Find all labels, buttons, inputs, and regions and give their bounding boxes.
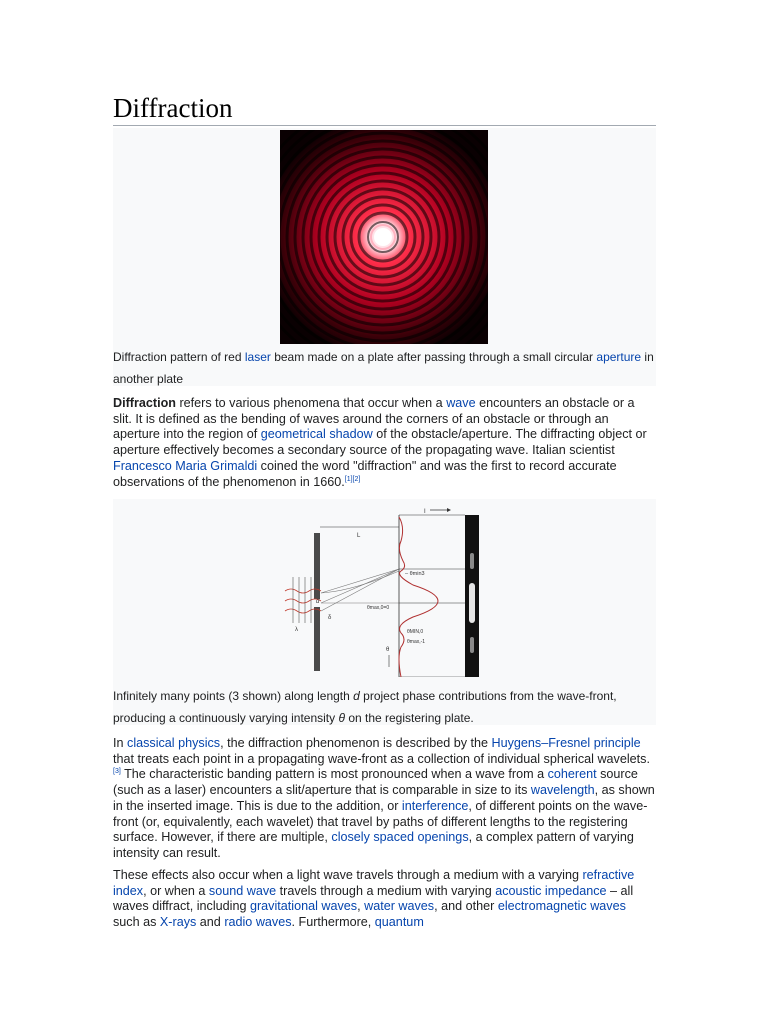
- caption-text: project phase contributions from the wave-front, producing a continuously varying intensity: [113, 689, 617, 725]
- link-huygens-fresnel-principle[interactable]: Huygens–Fresnel principle: [491, 736, 641, 750]
- wave-types-paragraph: [113, 868, 656, 931]
- text: The characteristic banding pattern is most pronounced when a wave from a: [120, 767, 548, 782]
- text: travels through a medium with varying: [276, 883, 496, 898]
- label-length: L: [357, 533, 361, 539]
- text: such as: [113, 915, 160, 930]
- text: , and other: [434, 899, 498, 914]
- link-closely-spaced-openings[interactable]: closely spaced openings: [331, 830, 469, 845]
- link-interference[interactable]: interference: [401, 798, 469, 813]
- text: , as shown in the inserted image. This is due to the addition, or: [113, 783, 655, 813]
- text: coined the word "diffraction" and was the first to record accurate observations of the phenomenon in 1660.: [113, 458, 617, 489]
- reference-1-2[interactable]: [1][2]: [344, 475, 361, 483]
- label-theta-min3: – θmin3: [405, 571, 425, 577]
- slit-wall-bottom: [314, 607, 320, 671]
- label-delta: δ: [328, 615, 332, 621]
- term-diffraction: Diffraction: [113, 396, 176, 410]
- link-wave[interactable]: wave: [446, 396, 476, 410]
- caption-text: on the registering plate.: [344, 711, 474, 725]
- caption-variable: d: [353, 689, 360, 703]
- link-refractive-index[interactable]: refractive index: [113, 868, 635, 898]
- label-theta: θ: [386, 647, 390, 653]
- link-water-waves[interactable]: water waves: [364, 899, 435, 914]
- link-x-rays[interactable]: X-rays: [159, 915, 197, 930]
- huygens-diagram-image[interactable]: [283, 507, 485, 677]
- label-d: d: [316, 599, 320, 605]
- link-classical-physics[interactable]: classical physics: [127, 736, 221, 750]
- caption-text: Diffraction pattern of red: [113, 350, 245, 364]
- link-radio-waves[interactable]: radio waves: [224, 915, 292, 930]
- link-laser[interactable]: laser: [244, 350, 271, 364]
- text: source (such as a laser) encounters a slit/aperture that is comparable in size to its: [113, 767, 638, 798]
- caption-variable: θ: [338, 711, 345, 725]
- figure1-caption: [113, 346, 656, 390]
- figure-huygens-diagram: [113, 499, 656, 725]
- text: – all waves diffract, including: [113, 883, 634, 914]
- link-francesco-maria-grimaldi[interactable]: Francesco Maria Grimaldi: [113, 458, 258, 473]
- page-title: Diffraction: [113, 93, 233, 123]
- classical-physics-paragraph: [113, 736, 656, 862]
- text: . Furthermore,: [291, 915, 375, 930]
- intro-paragraph: [113, 396, 656, 490]
- title-divider: [113, 125, 656, 126]
- caption-text: in another plate: [113, 350, 654, 386]
- text: encounters an obstacle or a slit. It is defined as the bending of waves around the corners of an obstacle or through an aperture into the region of: [113, 396, 635, 442]
- text: , of different points on the wave-front (or, equivalently, each wavelet) that travel by paths of different lengths to the registering surface. However, if there are multiple,: [113, 798, 648, 845]
- text: , or when a: [143, 883, 209, 898]
- link-gravitational-waves[interactable]: gravitational waves: [249, 899, 358, 914]
- link-geometrical-shadow[interactable]: geometrical shadow: [260, 427, 373, 442]
- text: refers to various phenomena that occur when a: [175, 396, 447, 410]
- label-intensity: I: [424, 509, 426, 515]
- link-coherent[interactable]: coherent: [547, 767, 597, 782]
- text: and: [196, 915, 225, 930]
- link-wavelength[interactable]: wavelength: [530, 783, 595, 798]
- link-aperture[interactable]: aperture: [596, 350, 642, 364]
- caption-text: Infinitely many points (3 shown) along length: [113, 689, 354, 703]
- link-quantum[interactable]: quantum: [374, 915, 424, 930]
- label-theta-min0: θMIN,0: [407, 629, 424, 635]
- link-acoustic-impedance[interactable]: acoustic impedance: [495, 883, 607, 898]
- label-theta-max0: θmax,0=0: [367, 605, 390, 611]
- text: of the obstacle/aperture. The diffracting object or aperture effectively becomes a secondary source of the propagating wave. Italian scientist: [113, 427, 647, 458]
- text: In: [113, 736, 128, 750]
- text: ,: [357, 899, 365, 914]
- diffraction-pattern-image[interactable]: [280, 130, 488, 344]
- reference-3[interactable]: [3]: [113, 768, 121, 776]
- caption-text: beam made on a plate after passing through a small circular: [270, 350, 597, 364]
- text: , a complex pattern of varying intensity can result.: [113, 830, 634, 860]
- text: , the diffraction phenomenon is described by the: [220, 736, 492, 750]
- label-theta-max1: θmax,-1: [407, 639, 426, 645]
- figure2-caption: [113, 685, 656, 729]
- text: that treats each point in a propagating wave-front as a collection of individual spherical wavelets.: [113, 751, 650, 766]
- label-lambda: λ: [295, 627, 298, 633]
- link-sound-wave[interactable]: sound wave: [208, 883, 277, 898]
- link-electromagnetic-waves[interactable]: electromagnetic waves: [497, 899, 626, 914]
- figure-diffraction-pattern: [113, 128, 656, 386]
- text: These effects also occur when a light wave travels through a medium with a varying: [113, 868, 583, 882]
